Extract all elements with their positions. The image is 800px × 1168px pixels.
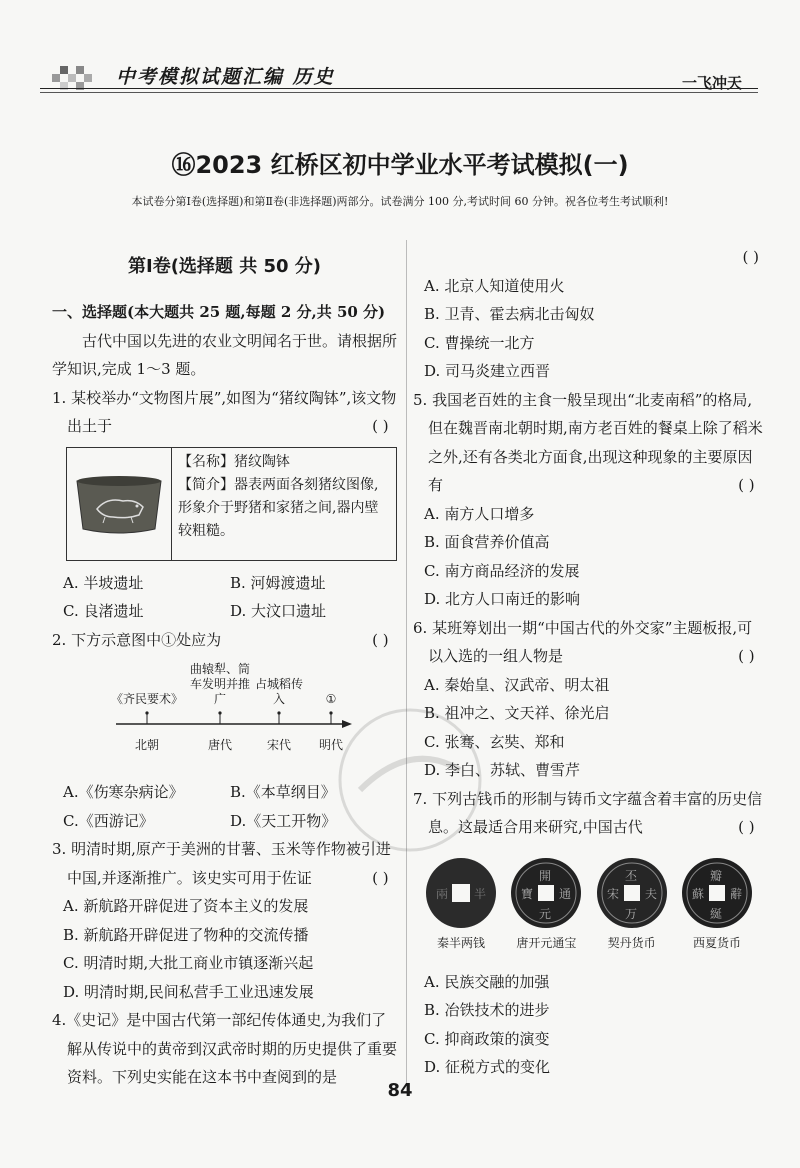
q7-option-c[interactable]: C. 抑商政策的演变	[424, 1029, 550, 1048]
artifact-box	[66, 447, 397, 561]
q1-option-d[interactable]: D. 大汶口遗址	[230, 602, 327, 620]
question-2-stem: 2. 下方示意图中①处应为 ( )	[52, 626, 397, 655]
coin-caption: 唐开元通宝	[516, 935, 577, 950]
q4-option-b[interactable]: B. 卫青、霍去病北击匈奴	[424, 305, 595, 323]
answer-bracket: ( )	[738, 818, 755, 836]
q4-option-c[interactable]: C. 曹操统一北方	[424, 333, 535, 352]
coin-tang	[506, 856, 586, 968]
q4-option-d[interactable]: D. 司马炎建立西晋	[424, 362, 551, 380]
coin-qin	[421, 856, 501, 968]
q2-option-d[interactable]: D.《天工开物》	[230, 811, 337, 830]
artifact-intro: 【简介】器表两面各刻猪纹图像,形象介于野猪和家猪之间,器内壁较粗糙。	[178, 476, 379, 539]
q2-option-a[interactable]: A.《伤寒杂病论》	[63, 783, 184, 801]
q1-option-c[interactable]: C. 良渚遗址	[63, 602, 144, 620]
header-rule	[40, 88, 758, 89]
answer-bracket: ( )	[372, 630, 389, 649]
column-divider	[406, 240, 407, 1085]
q6-option-c[interactable]: C. 张骞、玄奘、郑和	[424, 732, 565, 751]
answer-bracket: ( )	[372, 417, 389, 435]
question-7-stem: 7. 下列古钱币的形制与铸币文字蕴含着丰富的历史信息。这最适合用来研究,中国古代 ( )	[413, 785, 763, 842]
answer-bracket: ( )	[738, 476, 755, 494]
answer-bracket: ( )	[372, 868, 389, 887]
coin-images	[413, 842, 763, 968]
question-1-stem: 1. 某校举办“文物图片展”,如图为“猪纹陶钵”,该文物出土于 ( )	[52, 384, 397, 441]
pottery-bowl-image	[67, 448, 172, 560]
q3-option-b[interactable]: B. 新航路开辟促进了物种的交流传播	[63, 925, 309, 944]
artifact-name: 【名称】猪纹陶钵	[178, 453, 290, 470]
q1-option-a[interactable]: A. 半坡遗址	[63, 573, 144, 592]
q5-option-c[interactable]: C. 南方商品经济的发展	[424, 561, 580, 580]
timeline-event-4: ①	[325, 692, 337, 706]
q6-option-a[interactable]: A. 秦始皇、汉武帝、明太祖	[424, 675, 610, 694]
coin-caption: 秦半两钱	[436, 935, 485, 950]
q5-option-d[interactable]: D. 北方人口南迁的影响	[424, 590, 581, 608]
q1-option-b[interactable]: B. 河姆渡遗址	[230, 573, 326, 592]
svg-text:寶: 寶	[521, 886, 534, 901]
book-title: 中考模拟试题汇编 历史	[116, 66, 335, 88]
answer-bracket: ( )	[738, 647, 755, 665]
timeline-event-2: 曲辕犁、筒车发明并推广	[190, 662, 251, 706]
timeline-period-3: 宋代	[266, 738, 291, 752]
coin-xixia	[677, 856, 757, 968]
svg-text:夫: 夫	[644, 886, 657, 901]
q6-option-b[interactable]: B. 祖冲之、文天祥、徐光启	[424, 704, 610, 722]
q3-option-d[interactable]: D. 明清时期,民间私营手工业迅速发展	[63, 982, 314, 1001]
section-title: 第Ⅰ卷(选择题 共 50 分)	[128, 256, 321, 277]
question-4-stem: 4.《史记》是中国古代第一部纪传体通史,为我们了解从传说中的黄帝到汉武帝时期的历史提供了重要资料。下列史实能在这本书中查阅到的是	[52, 1011, 398, 1086]
q7-option-a[interactable]: A. 民族交融的加强	[424, 972, 550, 991]
answer-bracket: ( )	[742, 248, 759, 266]
exam-title: ⑯2023 红桥区初中学业水平考试模拟(一)	[171, 151, 629, 179]
svg-text:兩: 兩	[436, 886, 449, 901]
question-3-stem: 3. 明清时期,原产于美洲的甘薯、玉米等作物被引进中国,并逐渐推广。该史实可用于佐证 ( )	[52, 835, 397, 892]
q2-option-b[interactable]: B.《本草纲目》	[230, 783, 336, 801]
timeline-period-2: 唐代	[207, 738, 232, 752]
section-intro: 古代中国以先进的农业文明闻名于世。请根据所学知识,完成 1～3 题。	[52, 331, 398, 378]
coin-icon	[595, 856, 669, 930]
svg-text:開: 開	[539, 868, 552, 883]
watermark-icon	[330, 700, 490, 860]
header-rule-thin	[40, 92, 758, 93]
q4-option-a[interactable]: A. 北京人知道使用火	[424, 276, 565, 295]
svg-text:蘇: 蘇	[691, 886, 704, 901]
coin-caption: 西夏货币	[692, 935, 741, 950]
part-heading: 一、选择题(本大题共 25 题,每题 2 分,共 50 分)	[52, 303, 386, 321]
timeline-event-1: 《齐民要术》	[110, 692, 183, 706]
left-column	[52, 254, 397, 1092]
svg-text:綖: 綖	[709, 906, 722, 921]
q7-option-d[interactable]: D. 征税方式的变化	[424, 1058, 551, 1076]
q3-option-a[interactable]: A. 新航路开辟促进了资本主义的发展	[63, 897, 309, 915]
page-number: 84	[387, 1080, 413, 1101]
right-column	[413, 243, 763, 1082]
timeline-period-1: 北朝	[134, 738, 159, 752]
q5-option-a[interactable]: A. 南方人口增多	[424, 504, 535, 523]
svg-text:通: 通	[559, 886, 572, 901]
svg-text:半: 半	[474, 886, 487, 901]
exam-notice: 本试卷分第Ⅰ卷(选择题)和第Ⅱ卷(非选择题)两部分。试卷满分 100 分,考试时间 60 分钟。祝各位考生考试顺利!	[131, 195, 669, 208]
svg-text:宋: 宋	[606, 886, 619, 901]
coin-icon	[424, 856, 498, 930]
timeline-period-4: 明代	[318, 738, 343, 752]
q5-option-b[interactable]: B. 面食营养价值高	[424, 533, 550, 551]
q3-option-c[interactable]: C. 明清时期,大批工商业市镇逐渐兴起	[63, 954, 314, 972]
svg-text:丕: 丕	[624, 868, 637, 883]
coin-khitan	[592, 856, 672, 968]
svg-text:辭: 辭	[729, 886, 742, 901]
svg-text:元: 元	[539, 906, 552, 921]
header-pattern-icon	[52, 60, 98, 90]
coin-icon	[680, 856, 754, 930]
question-6-stem: 6. 某班筹划出一期“中国古代的外交家”主题板报,可以入选的一组人物是 ( )	[413, 614, 763, 671]
q7-option-b[interactable]: B. 冶铁技术的进步	[424, 1001, 550, 1019]
svg-text:万: 万	[624, 906, 637, 921]
coin-icon	[509, 856, 583, 930]
question-5-stem: 5. 我国老百姓的主食一般呈现出“北麦南稻”的格局,但在魏晋南北朝时期,南方老百姓的餐桌上除了稻米之外,还有各类北方面食,出现这种现象的主要原因有 ( )	[413, 386, 763, 500]
brand-logo: 一飞冲天	[682, 74, 743, 92]
svg-text:瓣: 瓣	[709, 868, 722, 883]
coin-caption: 契丹货币	[607, 935, 656, 950]
timeline-event-3: 占城稻传入	[254, 677, 303, 706]
q6-option-d[interactable]: D. 李白、苏轼、曹雪芹	[424, 761, 581, 779]
q2-option-c[interactable]: C.《西游记》	[63, 811, 154, 830]
q4-bracket	[413, 243, 763, 272]
